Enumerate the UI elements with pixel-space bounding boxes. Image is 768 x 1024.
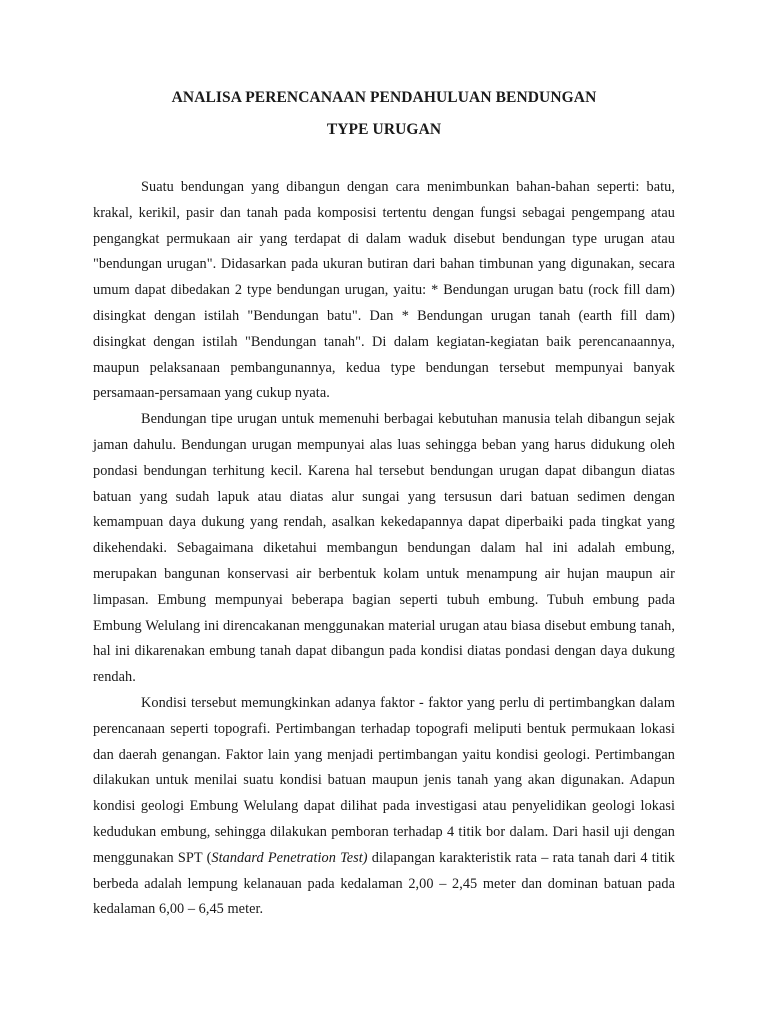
paragraph-2: Bendungan tipe urugan untuk memenuhi berbagai kebutuhan manusia telah dibangun sejak jaman dahulu. Bendungan urugan mempunyai alas luas sehingga beban yang harus didukung oleh pondasi bendungan terhitung kecil. Karena hal tersebut bendungan urugan dapat dibangun diatas batuan yang sudah lapuk atau diatas alur sungai yang tersusun dari batuan sedimen dengan kemampuan daya dukung yang rendah, asalkan kekedapannya dapat diperbaiki pada tingkat yang dikehendaki. Sebagaimana diketahui membangun bendungan dalam hal ini adalah embung, merupakan bangunan konservasi air berbentuk kolam untuk menampung air hujan maupun air limpasan. Embung mempunyai beberapa bagian seperti tubuh embung. Tubuh embung pada Embung Welulang ini direncakanan menggunakan material urugan atau biasa disebut embung tanah, hal ini dikarenakan embung tanah dapat dibangun pada kondisi diatas pondasi dengan daya dukung rendah. (93, 411, 675, 686)
paragraph-3 (93, 691, 675, 923)
paragraph-1: Suatu bendungan yang dibangun dengan cara menimbunkan bahan-bahan seperti: batu, krakal, kerikil, pasir dan tanah pada komposisi tertentu dengan fungsi sebagai pengempang atau pengangkat permukaan air yang terdapat di dalam waduk disebut bendungan type urugan atau "bendungan urugan". Didasarkan pada ukuran butiran dari bahan timbunan yang digunakan, secara umum dapat dibedakan 2 type bendungan urugan, yaitu: * Bendungan urugan batu (rock fill dam) disingkat dengan istilah "Bendungan batu". Dan * Bendungan urugan tanah (earth fill dam) disingkat dengan istilah "Bendungan tanah". Di dalam kegiatan-kegiatan baik perencanaannya, maupun pelaksanaan pembangunannya, kedua type bendungan tersebut mempunyai banyak persamaan-persamaan yang cukup nyata. (93, 179, 675, 402)
paragraph-3-text-end: dilapangan karakteristik rata – rata tanah dari 4 titik berbeda adalah lempung kelanauan pada kedalaman 2,00 – 2,45 meter dan dominan batuan pada kedalaman 6,00 – 6,45 meter. (93, 849, 675, 918)
document-body (93, 175, 675, 923)
paragraph-3-italic-term: Standard Penetration Test) (211, 849, 368, 866)
paragraph-3-text-start: Kondisi tersebut memungkinkan adanya faktor - faktor yang perlu di pertimbangkan dalam perencanaan seperti topografi. Pertimbangan terhadap topografi meliputi bentuk permukaan lokasi dan daerah genangan. Faktor lain yang menjadi pertimbangan yaitu kondisi geologi. Pertimbangan dilakukan untuk menilai suatu kondisi batuan maupun jenis tanah yang akan digunakan. Adapun kondisi geologi Embung Welulang dapat dilihat pada investigasi atau penyelidikan geologi lokasi kedudukan embung, sehingga dilakukan pemboran terhadap 4 titik bor dalam. Dari hasil uji dengan menggunakan SPT ( (93, 694, 675, 866)
document-title-line-1: ANALISA PERENCANAAN PENDAHULUAN BENDUNGAN (171, 89, 597, 106)
document-title-line-2: TYPE URUGAN (326, 121, 442, 138)
